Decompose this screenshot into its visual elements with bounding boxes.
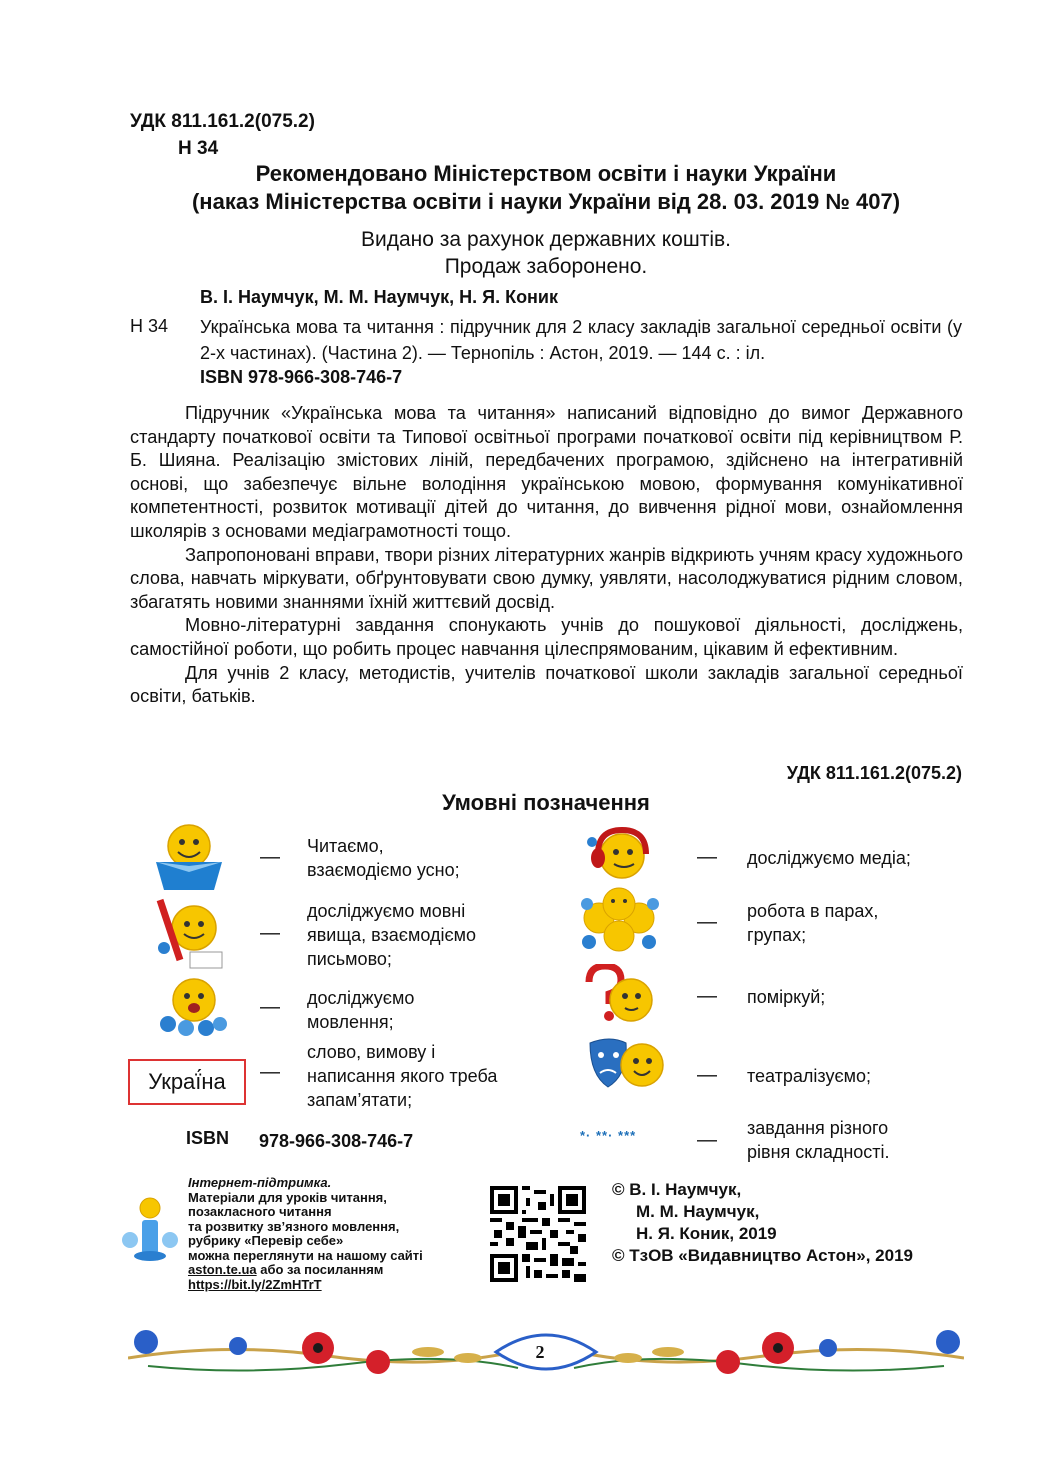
legend-line: рівня складності. xyxy=(747,1142,890,1162)
legend-line: робота в парах, xyxy=(747,901,879,921)
legend-text xyxy=(747,846,911,870)
copyright xyxy=(612,1179,913,1267)
smiley-media-icon xyxy=(584,824,654,886)
udk-bottom: УДК 811.161.2(075.2) xyxy=(786,763,962,783)
legend-text xyxy=(747,1116,890,1164)
internet-support xyxy=(188,1176,468,1292)
legend-line: театралізуємо; xyxy=(747,1066,872,1086)
legend-line: письмово; xyxy=(307,949,392,969)
support-line: можна переглянути на нашому сайті xyxy=(188,1247,423,1263)
legend-line: взаємодіємо усно; xyxy=(307,860,460,880)
legend-line: запам’ятати; xyxy=(307,1090,413,1110)
copyright-line: © В. І. Наумчук, xyxy=(612,1180,742,1199)
legend-line: написання якого треба xyxy=(307,1066,498,1086)
page-number: 2 xyxy=(535,1342,545,1362)
site-link[interactable]: aston.te.ua xyxy=(188,1262,257,1277)
udk-code: УДК 811.161.2(075.2) xyxy=(130,111,315,132)
udk-header xyxy=(130,108,315,162)
bib-code: Н 34 xyxy=(130,316,169,336)
abstract xyxy=(130,402,963,709)
isbn-label: ISBN xyxy=(186,1128,230,1148)
legend-line: Читаємо, xyxy=(307,836,384,856)
legend-line: завдання різного xyxy=(747,1118,889,1138)
support-line: Матеріали для уроків читання, xyxy=(188,1189,387,1205)
legend-dash: — xyxy=(697,911,717,933)
legend-line: слово, вимову і xyxy=(307,1042,436,1062)
legend-dash: — xyxy=(697,985,717,1007)
legend-dash: — xyxy=(697,1064,717,1086)
isbn-number: 978-966-308-746-7 xyxy=(259,1131,414,1151)
legend-text xyxy=(307,834,460,882)
legend-line: досліджуємо медіа; xyxy=(747,848,911,868)
smiley-pencil-icon xyxy=(150,896,226,970)
smiley-group-icon xyxy=(577,884,661,954)
legend-line: групах; xyxy=(747,925,807,945)
legend-dash: — xyxy=(260,1061,280,1083)
publish-line-1: Видано за рахунок державних коштів. xyxy=(361,228,731,251)
legend-text xyxy=(307,899,476,971)
legend-dash: — xyxy=(697,846,717,868)
legend-title: Умовні позначення xyxy=(442,790,650,815)
copyright-line: © ТзОВ «Видавництво Астон», 2019 xyxy=(612,1246,913,1265)
abstract-paragraph: Мовно-літературні завдання спонукають учнів до пошукової діяльності, досліджень, самостійної роботи, що робить процес навчання цілеспрямованим, цікавим й ефективним. xyxy=(130,615,963,659)
smiley-reading-icon xyxy=(152,822,226,890)
legend-dash: — xyxy=(697,1129,717,1151)
smiley-theatre-icon xyxy=(586,1035,668,1097)
recommendation xyxy=(130,160,962,216)
bib-description: Українська мова та читання : підручник для 2 класу закладів загальної середньої освіти (у 2-х частинах). (Частина 2). — Тернопіль : Астон, 2019. — 144 с. : іл. xyxy=(200,317,962,363)
abstract-paragraph: Для учнів 2 класу, методистів, учителів початкової школи закладів загальної середньої освіти, батьків. xyxy=(130,662,963,707)
legend-text xyxy=(307,1040,497,1112)
legend-line: мовлення; xyxy=(307,1012,394,1032)
copyright-line: М. М. Наумчук, xyxy=(636,1202,760,1221)
author-code: Н 34 xyxy=(178,138,219,159)
mascot-info-icon xyxy=(120,1196,182,1262)
legend-line: досліджуємо xyxy=(307,988,415,1008)
qr-code[interactable] xyxy=(490,1186,586,1282)
support-title: Інтернет-підтримка. xyxy=(188,1175,332,1190)
legend-line: явища, взаємодіємо xyxy=(307,925,477,945)
legend-line: досліджуємо мовні xyxy=(307,901,466,921)
smiley-speaking-icon xyxy=(156,976,230,1038)
legend-text xyxy=(747,985,825,1009)
authors: В. І. Наумчук, М. М. Наумчук, Н. Я. Коник xyxy=(200,287,559,307)
publish-note xyxy=(130,226,962,280)
support-line: та розвитку зв’язного мовлення, xyxy=(188,1218,400,1234)
short-link[interactable]: https://bit.ly/2ZmHTrT xyxy=(188,1276,322,1292)
legend-line: поміркуй; xyxy=(747,987,826,1007)
publish-line-2: Продаж заборонено. xyxy=(444,255,648,278)
abstract-paragraph: Підручник «Українська мова та читання» написаний відповідно до вимог Державного стандарту початкової освіти та Типової освітньої програми початкової освіти під керівництвом Р. Б. Шияна. Реалізацію змістових ліній, передбачених програмою, здійснено на інтегративній основі, що забезпечує вільне володіння українською мовою, формування комунікативної компетентності, розвиток мотивації дітей до читання, до вивчення рідної мови, ознайомлення школярів з основами медіаграмотності тощо. xyxy=(130,403,963,541)
memorize-word-box: Украї́на xyxy=(128,1059,246,1105)
difficulty-stars: *· **· *** xyxy=(580,1128,637,1143)
abstract-paragraph: Запропоновані вправи, твори різних літературних жанрів відкриють учням красу художнього слова, навчать міркувати, обґрунтовувати свою думку, уявляти, насолоджуватися рідним словом, збагатять новими знаннями їхній життєвий досвід. xyxy=(130,544,963,612)
recommend-line-1: Рекомендовано Міністерством освіти і науки України xyxy=(255,161,837,186)
copyright-line: Н. Я. Коник, 2019 xyxy=(636,1224,777,1243)
recommend-line-2: (наказ Міністерства освіти і науки України від 28. 03. 2019 № 407) xyxy=(191,189,901,214)
support-line-text: або за посиланням xyxy=(256,1262,384,1277)
legend-text xyxy=(307,986,414,1034)
legend-dash: — xyxy=(260,846,280,868)
support-line xyxy=(188,1263,468,1278)
support-line: позакласного читання xyxy=(188,1204,332,1219)
support-line: рубрику «Перевір себе» xyxy=(188,1233,344,1248)
bib-isbn: ISBN 978-966-308-746-7 xyxy=(200,367,403,387)
legend-dash: — xyxy=(260,922,280,944)
legend-dash: — xyxy=(260,996,280,1018)
smiley-question-icon xyxy=(583,964,655,1026)
legend-text xyxy=(747,1064,871,1088)
legend-text xyxy=(747,899,878,947)
